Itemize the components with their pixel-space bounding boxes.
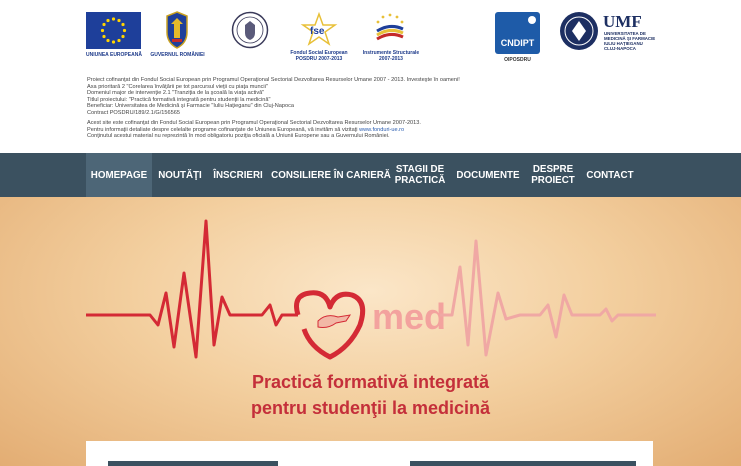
romania-coat-of-arms-logo [163, 10, 191, 50]
main-nav [0, 153, 741, 197]
fse-logo [300, 12, 338, 48]
ministry-seal-logo [231, 11, 269, 49]
info-line: Contract POSDRU/189/2.1/G/156565 [87, 109, 180, 116]
disclaimer-line: Conţinutul acestui material nu reprezintă în mod obligatoriu poziţia oficială a Uniunii Europene sau a Guvernului României. [87, 133, 390, 140]
disclaimer-line: Pentru informaţii detaliate despre celelalte programe cofinanţate de Uniunea Europeană, vă invităm să vizitaţi www.fonduri-ue.ro [87, 126, 405, 133]
svg-text:fse: fse [310, 26, 325, 37]
fonduri-ue-link[interactable]: www.fonduri-ue.ro [359, 126, 405, 133]
info-line: Proiect cofinanţat din Fondul Social European prin Programul Operaţional Sectorial Dezvoltarea Resurselor Umane 2007 - 2013. Investeşte în oameni! [87, 77, 460, 83]
panel-bar-right [410, 461, 636, 466]
hero-tagline-line2: pentru studenţii la medicină [250, 398, 491, 418]
info-line: Beneficiar: Universitatea de Medicină şi Farmacie "Iuliu Haţieganu" din Cluj-Napoca [87, 103, 294, 110]
info-line: Axa prioritară 2 "Corelarea învăţării pe tot parcursul vieţii cu piaţa muncii" [87, 83, 268, 90]
logo-med-text: med [372, 296, 447, 337]
project-info-block [87, 77, 460, 117]
umf-title: UMF [603, 12, 642, 31]
structural-instruments-logo [371, 11, 409, 47]
hero-banner [0, 197, 741, 466]
cndipt-logo [495, 12, 540, 54]
hero-tagline-line1: Practică formativă integrată [251, 372, 490, 392]
gov-caption: GUVERNUL ROMÂNIEI [150, 52, 205, 58]
nav-item-documente[interactable]: DOCUMENTE [456, 169, 520, 181]
fse-caption: Fondul Social European POSDRU 2007-2013 [290, 50, 348, 62]
nav-item-stagii[interactable]: STAGII DE PRACTICĂ [394, 164, 446, 186]
nav-item-despre-proiect[interactable]: DESPRE PROIECT [531, 164, 575, 186]
content-panel [86, 441, 653, 466]
ecg-heartbeat-graphic [0, 197, 741, 466]
panel-bar-left [108, 461, 278, 466]
nav-item-inscrieri[interactable]: ÎNSCRIERI [213, 169, 263, 181]
header-logos [0, 0, 741, 153]
ecg-line-left [86, 221, 298, 357]
umf-subtitle: UNIVERSITATEA DE MEDICINĂ ŞI FARMACIE IULIU HAŢIEGANU CLUJ-NAPOCA [604, 31, 656, 51]
cndipt-caption: OIPOSDRU [504, 57, 531, 63]
info-line: Domeniul major de intervenţie 2.1 "Tranziţia de la şcoală la viaţa activă" [87, 90, 265, 97]
info-line: Titlul proiectului: "Practică formativă integrată pentru studenţii la medicină" [87, 96, 271, 103]
nav-item-homepage[interactable]: HOMEPAGE [86, 153, 152, 197]
disclaimer-block [87, 120, 421, 140]
eu-caption: UNIUNEA EUROPEANĂ [86, 52, 142, 58]
nav-item-contact[interactable]: CONTACT [586, 169, 634, 181]
eu-flag-logo [86, 12, 141, 49]
is-caption: Instrumente Structurale 2007-2013 [362, 50, 420, 62]
nav-item-consiliere[interactable]: CONSILIERE ÎN CARIERĂ [271, 169, 391, 181]
nav-item-noutati[interactable]: NOUTĂŢI [158, 169, 202, 181]
cndipt-label: CNDIPT [500, 38, 535, 48]
ecg-line-right [440, 241, 656, 355]
hand-icon [318, 315, 350, 328]
umf-seal-logo [559, 11, 599, 51]
disclaimer-line: Acest site este cofinanţat din Fondul Social European prin Programul Operaţional Sectorial Dezvoltarea Resurselor Umane 2007-2013. [87, 120, 421, 126]
